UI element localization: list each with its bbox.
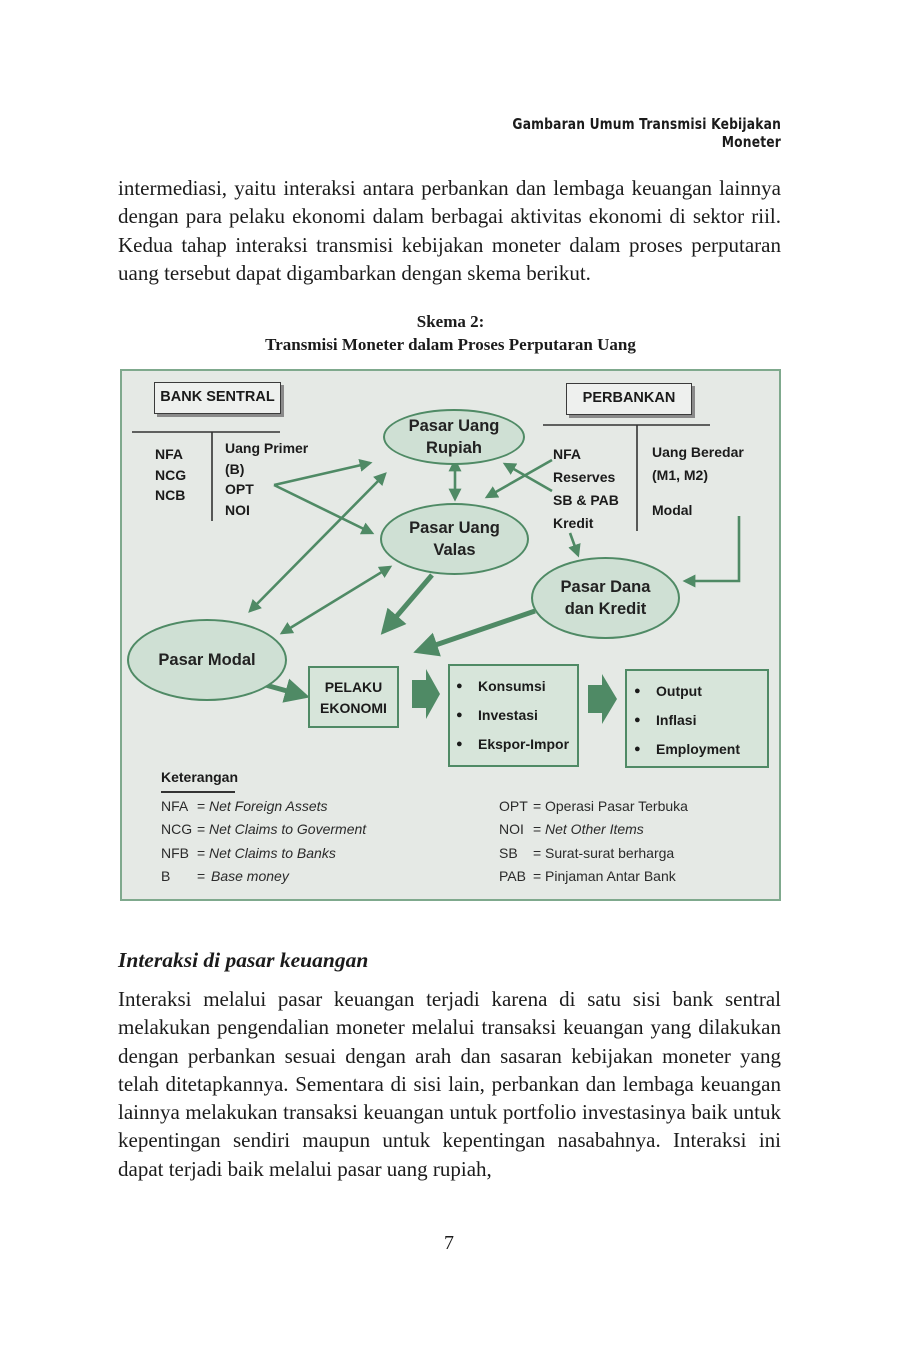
- node-line: dan Kredit: [564, 600, 647, 618]
- bank-sentral-title: BANK SENTRAL: [154, 382, 281, 414]
- page-number: 7: [444, 1232, 454, 1254]
- keterangan-left: [161, 798, 461, 891]
- figure-label: Skema 2:: [416, 312, 485, 331]
- node-line: Pasar Uang: [409, 519, 500, 537]
- legend-equals: =: [533, 844, 542, 861]
- list-item: NFA: [553, 446, 581, 462]
- legend-abbr: NFB: [161, 844, 189, 861]
- node-line: Rupiah: [426, 439, 482, 457]
- node-line: PELAKU: [324, 679, 383, 695]
- legend-equals: =: [533, 798, 542, 814]
- list-item: NFA: [155, 446, 183, 462]
- list-item: Uang Beredar: [652, 444, 744, 460]
- list-item: ● Output: [634, 681, 740, 710]
- list-item: Reserves: [553, 469, 616, 485]
- legend-row: [161, 845, 461, 868]
- pasar-uang-rupiah-node: [383, 409, 525, 465]
- list-item: ● Ekspor-Impor: [456, 734, 569, 763]
- legend-meaning: Net Claims to Banks: [209, 844, 336, 861]
- legend-abbr: NFA: [161, 798, 189, 814]
- legend-abbr: PAB: [499, 867, 526, 884]
- legend-row: [499, 845, 769, 868]
- list-item: OPT: [225, 481, 254, 497]
- pelaku-to-aktivitas-arrow: [412, 669, 440, 719]
- figure-title: Transmisi Moneter dalam Proses Perputaran Uang: [265, 335, 636, 354]
- list-item: ● Employment: [634, 739, 740, 768]
- aktivitas-list: [456, 676, 569, 763]
- list-item: (B): [225, 460, 245, 477]
- legend-row: [499, 798, 769, 821]
- modal-valas-arrow: [282, 567, 390, 633]
- perbankan-left-list: [553, 443, 619, 535]
- node-line: Pasar Uang: [408, 417, 500, 435]
- legend-meaning: Pinjaman Antar Bank: [545, 867, 676, 884]
- node-line: EKONOMI: [320, 700, 387, 716]
- legend-meaning: Net Claims to Goverment: [209, 821, 367, 838]
- list-item: NCG: [155, 466, 187, 483]
- dana-to-pelaku-arrow: [418, 611, 535, 651]
- legend-meaning: Net Foreign Assets: [209, 798, 328, 814]
- list-item: ● Konsumsi: [456, 676, 569, 705]
- legend-row: [499, 868, 769, 891]
- legend-abbr: OPT: [499, 798, 528, 814]
- bank-sentral-left-list: [155, 444, 186, 506]
- keterangan-title: Keterangan: [161, 769, 239, 785]
- legend-row: [161, 798, 461, 821]
- legend-meaning: Base money: [211, 867, 289, 884]
- node-line: Pasar Modal: [158, 651, 256, 669]
- legend-meaning: Surat-surat berharga: [545, 844, 675, 861]
- legend-row: [161, 821, 461, 844]
- legend-equals: =: [197, 844, 206, 861]
- legend-abbr: SB: [499, 844, 518, 861]
- legend-equals: =: [197, 798, 206, 814]
- legend-abbr: NOI: [499, 821, 524, 838]
- body-paragraph: intermediasi, yaitu interaksi antara perbankan dan lembaga keuangan lainnya dengan para pelaku ekonomi dalam berbagai aktivitas ekonomi di sektor riil. Kedua tahap interaksi transmisi kebijakan moneter dalam proses perputaran uang tersebut dapat digambarkan dengan skema berikut.: [118, 176, 781, 285]
- list-item: SB & PAB: [553, 492, 619, 508]
- pelaku-ekonomi-box: [308, 666, 399, 728]
- section-title: Interaksi di pasar keuangan: [118, 948, 369, 972]
- pasar-dana-kredit-node: [531, 557, 680, 639]
- list-item: NOI: [225, 501, 250, 518]
- legend-row: [161, 868, 461, 891]
- list-item: NCB: [155, 487, 186, 503]
- legend-abbr: B: [161, 867, 171, 884]
- pasar-modal-node: [127, 619, 287, 701]
- nfa-to-valas-arrow: [487, 460, 552, 497]
- node-line: Pasar Dana: [560, 578, 651, 596]
- legend-equals: =: [533, 821, 542, 838]
- list-item: Kredit: [553, 515, 594, 531]
- list-item: Modal: [652, 502, 693, 518]
- legend-meaning: Operasi Pasar Terbuka: [545, 798, 688, 814]
- legend-meaning: Net Other Items: [545, 821, 644, 838]
- legend-equals: =: [197, 867, 206, 884]
- node-line: Valas: [433, 541, 476, 559]
- aktivitas-to-hasil-arrow: [588, 674, 617, 724]
- hasil-list: [634, 681, 740, 768]
- valas-to-pelaku-arrow: [384, 575, 432, 631]
- pasar-uang-valas-node: [380, 503, 529, 575]
- keterangan-underline: [161, 791, 235, 793]
- perbankan-title: PERBANKAN: [566, 383, 692, 415]
- running-header: Gambaran Umum Transmisi Kebijakan Moneter: [512, 115, 781, 151]
- legend-equals: =: [533, 867, 542, 884]
- reserves-to-rupiah-arrow: [505, 464, 552, 491]
- legend-equals: =: [197, 821, 206, 838]
- list-item: Uang Primer: [225, 440, 309, 456]
- body-paragraph: Interaksi melalui pasar keuangan terjadi karena di satu sisi bank sentral melakukan pengendalian moneter melalui transaksi keuangan yang dilakukan dengan perbankan sesuai dengan arah dan sasaran kebijakan moneter yang telah ditetapkannya. Sementara di sisi lain, perbankan dan lembaga keuangan lainnya melakukan transaksi keuangan untuk portfolio investasinya baik untuk kepentingan sendiri maupun untuk kepentingan nasabahnya. Interaksi ini dapat terjadi baik melalui pasar uang rupiah,: [118, 987, 781, 1181]
- kredit-to-dana-arrow: [570, 533, 578, 555]
- uang-beredar-to-dana-arrow: [685, 516, 739, 581]
- list-item: ● Investasi: [456, 705, 569, 734]
- bank-sentral-right-list: [225, 438, 308, 520]
- list-item: ● Inflasi: [634, 710, 740, 739]
- keterangan-right: [499, 798, 769, 891]
- perbankan-right-list: [652, 441, 744, 522]
- list-item: (M1, M2): [652, 467, 708, 483]
- transmission-diagram: [120, 369, 781, 901]
- legend-abbr: NCG: [161, 821, 193, 838]
- legend-row: [499, 821, 769, 844]
